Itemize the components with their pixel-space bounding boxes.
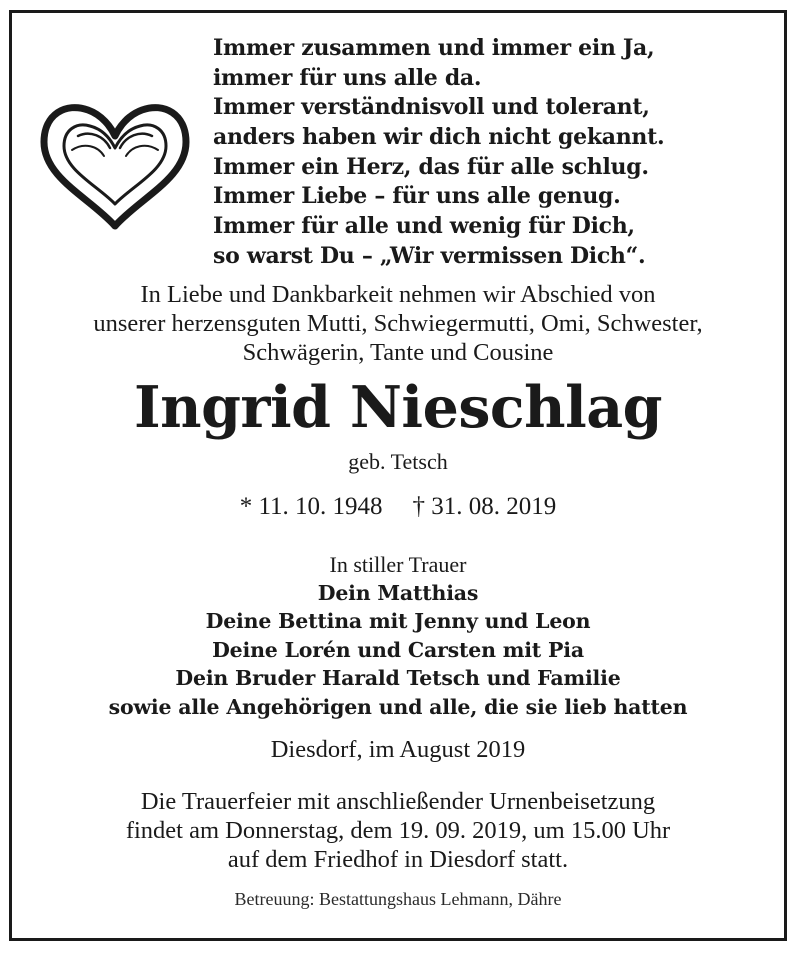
ceremony-line: findet am Donnerstag, dem 19. 09. 2019, um 15.00 Uhr: [125, 817, 671, 844]
intro-line: Schwägerin, Tante und Cousine: [242, 339, 554, 366]
poem-line: Immer zusammen und immer ein Ja,: [213, 35, 655, 61]
mourner-line: Dein Matthias: [317, 581, 479, 605]
birth-date: * 11. 10. 1948: [239, 493, 383, 520]
life-dates: [9, 492, 787, 522]
death-date: † 31. 08. 2019: [412, 493, 557, 520]
double-heart-icon: [38, 100, 192, 230]
intro-line: unserer herzensguten Mutti, Schwiegermutti, Omi, Schwester,: [93, 310, 703, 337]
mourner-line: sowie alle Angehörigen und alle, die sie lieb hatten: [108, 694, 688, 719]
place-date: Diesdorf, im August 2019: [270, 736, 526, 763]
mourning-intro: In stiller Trauer: [329, 552, 467, 577]
poem-line: immer für uns alle da.: [213, 64, 482, 91]
poem: [213, 34, 773, 272]
poem-line: Immer ein Herz, das für alle schlug.: [213, 153, 649, 180]
ceremony-line: Die Trauerfeier mit anschließender Urnenbeisetzung: [140, 788, 656, 815]
mourner-line: Deine Lorén und Carsten mit Pia: [212, 637, 584, 662]
poem-line: so warst Du – „Wir vermissen Dich“.: [213, 242, 646, 269]
mourner-line: Dein Bruder Harald Tetsch und Familie: [175, 666, 621, 691]
ceremony-info: [9, 787, 787, 874]
mourners-list: [9, 579, 787, 721]
poem-line: Immer für alle und wenig für Dich,: [213, 213, 635, 240]
poem-line: Immer Liebe – für uns alle genug.: [213, 183, 621, 210]
undertaker-credit: Betreuung: Bestattungshaus Lehmann, Dähre: [234, 889, 562, 909]
farewell-intro: [9, 280, 787, 367]
intro-line: In Liebe und Dankbarkeit nehmen wir Abschied von: [140, 281, 656, 308]
ceremony-line: auf dem Friedhof in Diesdorf statt.: [227, 846, 569, 873]
poem-line: Immer verständnisvoll und tolerant,: [213, 94, 650, 121]
mourner-line: Deine Bettina mit Jenny und Leon: [205, 609, 591, 634]
maiden-name: geb. Tetsch: [348, 449, 448, 474]
deceased-name: Ingrid Nieschlag: [133, 374, 663, 441]
poem-line: anders haben wir dich nicht gekannt.: [213, 124, 665, 151]
